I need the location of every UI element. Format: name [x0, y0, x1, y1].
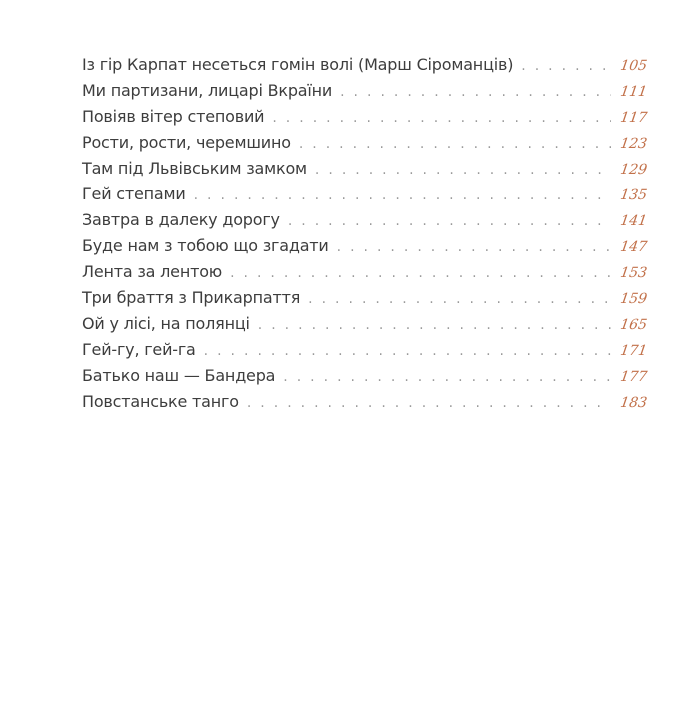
toc-entry-title: Завтра в далеку дорогу — [82, 210, 280, 230]
toc-entry-page: 117 — [619, 109, 649, 126]
toc-entry-title: Буде нам з тобою що згадати — [82, 236, 329, 256]
toc-entry-title: Повстанське танго — [82, 391, 239, 411]
toc-entry[interactable] — [82, 340, 647, 366]
toc-entry-title: Гей-гу, гей-га — [82, 339, 196, 359]
toc-entry[interactable] — [82, 159, 647, 185]
toc-entry-title: Рости, рости, черемшино — [82, 132, 291, 152]
toc-leader-dots — [230, 265, 611, 281]
toc-entry-page: 111 — [619, 83, 649, 100]
toc-leader-dots — [247, 395, 611, 411]
toc-entry[interactable] — [82, 210, 647, 236]
toc-entry[interactable] — [82, 262, 647, 288]
toc-entry-page: 183 — [619, 394, 649, 411]
toc-entry-page: 129 — [619, 161, 649, 178]
table-of-contents — [82, 55, 647, 417]
toc-leader-dots — [283, 369, 611, 385]
toc-leader-dots — [337, 239, 611, 255]
toc-entry-page: 159 — [619, 291, 649, 308]
toc-entry-page: 153 — [619, 265, 649, 282]
toc-entry[interactable] — [82, 236, 647, 262]
toc-entry-title: Три браття з Прикарпаття — [82, 288, 301, 308]
toc-entry-title: Повіяв вітер степовий — [82, 106, 265, 126]
toc-entry[interactable] — [82, 81, 647, 107]
toc-entry[interactable] — [82, 133, 647, 159]
toc-entry-page: 147 — [619, 239, 649, 256]
toc-entry[interactable] — [82, 392, 647, 418]
toc-entry[interactable] — [82, 184, 647, 210]
toc-entry[interactable] — [82, 107, 647, 133]
toc-entry-title: Ой у лісі, на полянці — [82, 313, 250, 333]
toc-leader-dots — [258, 317, 611, 333]
toc-entry-page: 177 — [619, 368, 649, 385]
toc-entry-page: 123 — [619, 135, 649, 152]
toc-entry-page: 135 — [619, 187, 649, 204]
toc-leader-dots — [299, 136, 611, 152]
toc-entry[interactable] — [82, 288, 647, 314]
toc-entry-page: 105 — [619, 58, 649, 74]
toc-entry-title: Із гір Карпат несеться гомін волі (Марш Сіроманців) — [82, 55, 514, 74]
toc-entry-page: 171 — [619, 342, 649, 359]
toc-entry-title: Лента за лентою — [82, 262, 223, 282]
toc-entry[interactable] — [82, 55, 647, 81]
toc-entry[interactable] — [82, 366, 647, 392]
toc-leader-dots — [315, 162, 611, 178]
toc-leader-dots — [288, 213, 611, 229]
toc-leader-dots — [204, 343, 611, 359]
toc-leader-dots — [308, 291, 611, 307]
toc-entry-title: Там під Львівським замком — [82, 158, 307, 178]
toc-entry-title: Гей степами — [82, 184, 186, 204]
toc-entry[interactable] — [82, 314, 647, 340]
toc-leader-dots — [194, 187, 611, 203]
toc-entry-title: Батько наш — Бандера — [82, 365, 276, 385]
toc-leader-dots — [272, 110, 611, 126]
toc-leader-dots — [521, 58, 611, 74]
toc-entry-page: 165 — [619, 316, 649, 333]
toc-leader-dots — [340, 84, 611, 100]
toc-entry-title: Ми партизани, лицарі Вкраїни — [82, 80, 333, 100]
toc-entry-page: 141 — [619, 213, 649, 230]
